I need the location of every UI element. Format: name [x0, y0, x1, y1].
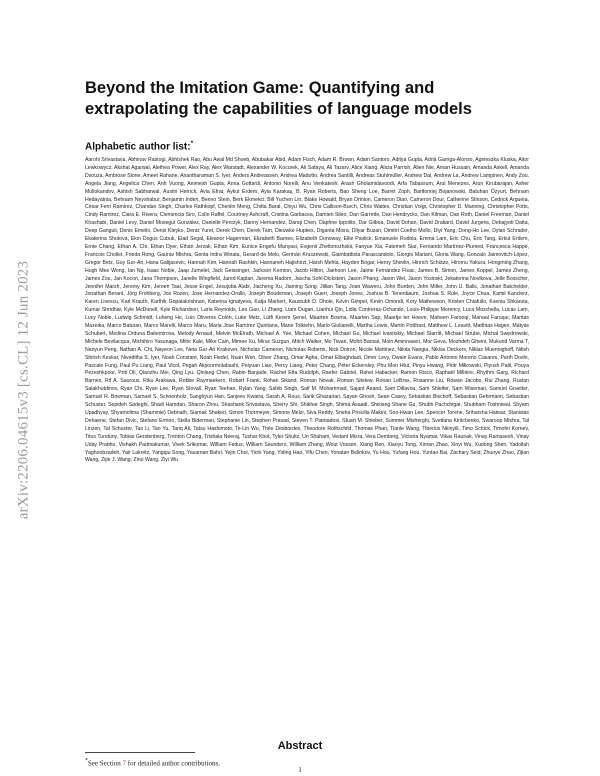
arxiv-identifier: [14, 160, 34, 620]
arxiv-identifier-text: arXiv:2206.04615v3 [cs.CL] 12 Jun 2023: [15, 260, 32, 520]
footnote-divider: [85, 752, 195, 753]
footnote-text-after: for detailed author contributions.: [126, 759, 220, 768]
page-number: 1: [298, 766, 302, 774]
author-list: Aarohi Srivastava, Abhinav Rastogi, Abhishek Rao, Abu Awal Md Shoeb, Abubakar Abid, Adam Fisch, Adam R. Brown, Adam Santoro, Aditya Gupta, Adrià Garriga-Alonso, Agnieszka Kluska, Aitor Lewkowycz, Akshat Agarwal, Alethea Power, Alex Ray, Alex Warstadt, Alexander W. Kocurek, Ali Safaya, Ali Tazarv, Alice Xiang, Alicia Parrish, Allen Nie, Aman Hussain, Amanda Askell, Amanda Dsouza, Ambrose Slone, Ameet Rahane, Anantharaman S. Iyer, Anders Andreassen, Andrea Madotto, Andrea Santilli, Andreas Stuhlmüller, Andrew Dai, Andrew La, Andrew Lampinen, Andy Zou, Angela Jiang, Angelica Chen, Anh Vuong, Animesh Gupta, Anna Gottardi, Antonio Norelli, Anu Venkatesh, Arash Gholamidavoodi, Arfa Tabassum, Arul Menezes, Arun Kirubarajan, Asher Mullokandov, Ashish Sabharwal, Austin Herrick, Avia Efrat, Aykut Erdem, Ayla Karakaş, B. Ryan Roberts, Bao Sheng Loe, Barret Zoph, Bartłomiej Bojanowski, Batuhan Özyurt, Behnam Hedayatnia, Behnam Neyshabur, Benjamin Inden, Benno Stein, Berk Ekmekci, Bill Yuchen Lin, Blake Howald, Bryan Orinion, Cameron Diao, Cameron Dour, Catherine Stinson, Cedrick Argueta, César Ferri Ramírez, Chandan Singh, Charles Rathkopf, Chenlin Meng, Chitta Baral, Chiyu Wu, Chris Callison-Burch, Chris Waites, Christian Voigt, Christopher D. Manning, Christopher Potts, Cindy Ramirez, Clara E. Rivera, Clemencia Siro, Colin Raffel, Courtney Ashcraft, Cristina Garbacea, Damien Sileo, Dan Garrette, Dan Hendrycks, Dan Kilman, Dan Roth, Daniel Freeman, Daniel Khashabi, Daniel Levy, Daniel Moseguí González, Danielle Perszyk, Danny Hernandez, Danqi Chen, Daphne Ippolito, Dar Gilboa, David Dohan, David Drakard, David Jurgens, Debajyoti Datta, Deep Ganguli, Denis Emelin, Denis Kleyko, Deniz Yuret, Derek Chen, Derek Tam, Dieuwke Hupkes, Diganta Misra, Dilyar Buzan, Dimitri Coelho Mollo, Diyi Yang, Dong-Ho Lee, Dylan Schrader, Ekaterina Shutova, Ekin Dogus Cubuk, Elad Segal, Eleanor Hagerman, Elizabeth Barnes, Elizabeth Donoway, Ellie Pavlick, Emanuele Rodola, Emma Lam, Eric Chu, Eric Tang, Erkut Erdem, Ernie Chang, Ethan A. Chi, Ethan Dyer, Ethan Jerzak, Ethan Kim, Eunice Engefu Manyasi, Evgenii Zheltonozhskii, Fanyue Xia, Fatemeh Siar, Fernando Martínez-Plumed, Francesca Happé, Francois Chollet, Frieda Rong, Gaurav Mishra, Genta Indra Winata, Gerard de Melo, Germán Kruszewski, Giambattista Parascandolo, Giorgio Mariani, Gloria Wang, Gonzalo Jaimovitch-López, Gregor Betz, Guy Gur-Ari, Hana Galijasevic, Hannah Kim, Hannah Rashkin, Hannaneh Hajishirzi, Harsh Mehta, Hayden Bogar, Henry Shevlin, Hinrich Schütze, Hiromu Yakura, Hongming Zhang, Hugh Mee Wong, Ian Ng, Isaac Noble, Jaap Jumelet, Jack Geissinger, Jackson Kernion, Jacob Hilton, Jaehoon Lee, Jaime Fernández Fisac, James B. Simon, James Koppel, James Zheng, James Zou, Jan Kocoń, Jana Thompson, Janelle Wingfield, Jared Kaplan, Jarema Radom, Jascha Sohl-Dickstein, Jason Phang, Jason Wei, Jason Yosinski, Jekaterina Novikova, Jelle Bosscher, Jennifer Marsh, Jeremy Kim, Jeroen Taal, Jesse Engel, Jesujoba Alabi, Jiacheng Xu, Jiaming Song, Jillian Tang, Joan Waweru, John Burden, John Miller, John U. Balis, Jonathan Batchelder, Jonathan Berant, Jörg Frohberg, Jos Rozen, Jose Hernandez-Orallo, Joseph Boudeman, Joseph Guerr, Joseph Jones, Joshua B. Tenenbaum, Joshua S. Rule, Joyce Chua, Kamil Kanclerz, Karen Livescu, Karl Krauth, Karthik Gopalakrishnan, Katerina Ignatyeva, Katja Markert, Kaustubh D. Dhole, Kevin Gimpel, Kevin Omondi, Kory Mathewson, Kristen Chiafullo, Ksenia Shkaruta, Kumar Shridhar, Kyle McDonell, Kyle Richardson, Laria Reynolds, Leo Gao, Li Zhang, Liam Dugan, Lianhui Qin, Lidia Contreras-Ochando, Louis-Philippe Morency, Luca Moschella, Lucas Lam, Lucy Noble, Ludwig Schmidt, Luheng He, Luis Oliveros Colón, Luke Metz, Lütfi Kerem Şenel, Maarten Bosma, Maarten Sap, Maartje ter Hoeve, Maheen Farooqi, Manaal Faruqui, Mantas Mazeika, Marco Baturan, Marco Marelli, Marco Maru, Maria Jose Ramírez Quintana, Marie Tolkiehn, Mario Giulianelli, Martha Lewis, Martin Potthast, Matthew L. Leavitt, Matthias Hagen, Mátyás Schubert, Medina Orduna Baitemirova, Melody Arnaud, Melvin McElrath, Michael A. Yee, Michael Cohen, Michael Gu, Michael Ivanitskiy, Michael Starritt, Michael Strube, Michał Swędrowski, Michele Bevilacqua, Michihiro Yasunaga, Mihir Kale, Mike Cain, Mimee Xu, Mirac Suzgun, Mitch Walker, Mo Tiwari, Mohit Bansal, Moin Aminnaseri, Mor Geva, Mozhdeh Gheini, Mukund Varma T, Nanyun Peng, Nathan A. Chi, Nayeon Lee, Neta Gur-Ari Krakover, Nicholas Cameron, Nicholas Roberts, Nick Doiron, Nicole Martinez, Nikita Nangia, Niklas Deckers, Niklas Muennighoff, Nitish Shirish Keskar, Niveditha S. Iyer, Noah Constant, Noah Fiedel, Nuan Wen, Oliver Zhang, Omar Agha, Omar Elbaghdadi, Omer Levy, Owain Evans, Pablo Antonio Moreno Casares, Parth Doshi, Pascale Fung, Paul Pu Liang, Paul Vicol, Pegah Alipoormolabashi, Peiyuan Liao, Percy Liang, Peter Chang, Peter Eckersley, Phu Mon Htut, Pinyu Hwang, Piotr Miłkowski, Piyush Patil, Pouya Pezeshkpour, Priti Oli, Qiaozhu Mei, Qing Lyu, Qinlang Chen, Rabin Banjade, Rachel Etta Rudolph, Raefer Gabriel, Rahel Habacker, Ramon Risco, Raphaël Millière, Rhythm Garg, Richard Barnes, Rif A. Saurous, Riku Arakawa, Robbe Raymaekers, Robert Frank, Rohan Sikand, Roman Novak, Roman Sitelew, Ronan LeBras, Rosanne Liu, Rowan Jacobs, Rui Zhang, Ruslan Salakhutdinov, Ryan Chi, Ryan Lee, Ryan Stovall, Ryan Teehan, Rylan Yang, Sahib Singh, Saif M. Mohammad, Sajant Anand, Sam Dillavou, Sam Shleifer, Sam Wiseman, Samuel Gruetter, Samuel R. Bowman, Samuel S. Schoenholz, Sanghyun Han, Sanjeev Kwatra, Sarah A. Rous, Sarik Ghazarian, Sayan Ghosh, Sean Casey, Sebastian Bischoff, Sebastian Gehrmann, Sebastian Schuster, Sepideh Sadeghi, Shadi Hamdan, Sharon Zhou, Shashank Srivastava, Sherry Shi, Shikhar Singh, Shima Asaadi, Shixiang Shane Gu, Shubh Pachchigar, Shubham Toshniwal, Shyam Upadhyay, Shyamolima (Shammie) Debnath, Siamak Shakeri, Simon Thormeyer, Simone Melzi, Siva Reddy, Sneha Priscilla Makini, Soo-Hwan Lee, Spencer Torene, Sriharsha Hatwar, Stanislas Dehaene, Stefan Divic, Stefano Ermon, Stella Biderman, Stephanie Lin, Stephen Prasad, Steven T. Piantadosi, Stuart M. Shieber, Summer Misherghi, Svetlana Kiritchenko, Swaroop Mishra, Tal Linzen, Tal Schuster, Tao Li, Tao Yu, Tariq Ali, Tatsu Hashimoto, Te-Lin Wu, Théo Desbordes, Theodore Rothschild, Thomas Phan, Tianle Wang, Tiberius Nkinyili, Timo Schick, Timofei Kornev, Titus Tunduny, Tobias Gerstenberg, Trenton Chang, Trishala Neeraj, Tushar Khot, Tyler Shultz, Uri Shaham, Vedant Misra, Vera Demberg, Victoria Nyamai, Vikas Raunak, Vinay Ramasesh, Vinay Uday Prabhu, Vishakh Padmakumar, Vivek Srikumar, William Fedus, William Saunders, William Zhang, Wout Vossen, Xiang Ren, Xiaoyu Tong, Xinran Zhao, Xinyi Wu, Xudong Shen, Yadollah Yaghoobzadeh, Yair Lakretz, Yangqiu Song, Yasaman Bahri, Yejin Choi, Yichi Yang, Yiding Hao, Yifu Chen, Yonatan Belinkov, Yu Hou, Yufang Hou, Yuntao Bai, Zachary Seid, Zhuoye Zhao, Zijian Wang, Zijie J. Wang, Zirui Wang, Ziyi Wu: [85, 157, 529, 464]
footnote-marker: *: [85, 758, 88, 764]
footnote-text-before: See Section: [87, 759, 123, 768]
paper-title: Beyond the Imitation Game: Quantifying and extrapolating the capabilities of language models: [85, 79, 472, 118]
author-list-heading: [85, 140, 193, 152]
footnote-section-link[interactable]: 7: [122, 759, 127, 768]
abstract-heading: Abstract: [277, 740, 323, 752]
author-list-heading-text: Alphabetic author list:: [85, 141, 191, 153]
author-footnote-marker: *: [190, 140, 194, 147]
